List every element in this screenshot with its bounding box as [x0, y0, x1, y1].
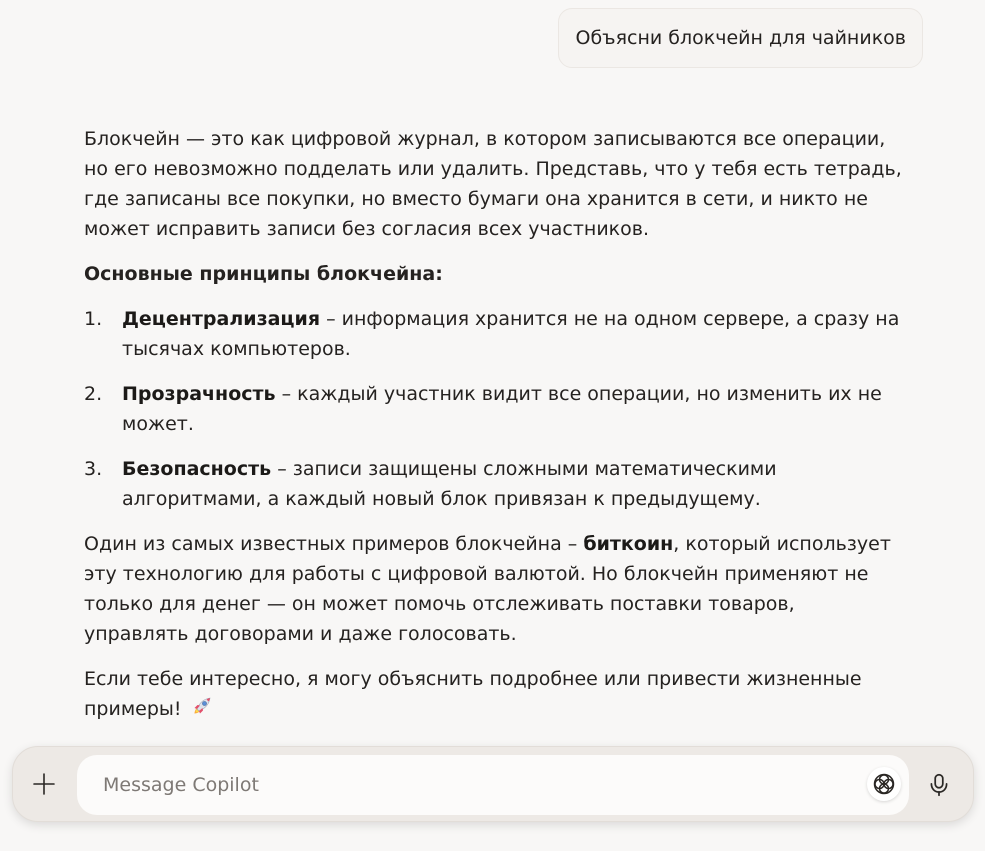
message-input[interactable]	[77, 755, 837, 815]
response-example	[84, 529, 904, 649]
assistant-response	[84, 124, 904, 739]
principle-term: Децентрализация	[122, 308, 321, 330]
principle-item	[84, 379, 904, 439]
closing-text: Если тебе интересно, я могу объяснить подробнее или привести жизненные примеры!	[84, 668, 862, 720]
message-input-container	[77, 755, 909, 815]
user-message-text: Объясни блокчейн для чайников	[575, 27, 906, 49]
principle-term: Безопасность	[122, 458, 272, 480]
principle-term: Прозрачность	[122, 383, 276, 405]
principle-item	[84, 454, 904, 514]
example-bold-term: биткоин	[583, 533, 674, 555]
think-deeper-button[interactable]	[867, 767, 901, 801]
think-deeper-icon	[872, 772, 896, 796]
principle-number: 2.	[84, 383, 103, 405]
message-composer	[12, 746, 974, 822]
add-attachment-button[interactable]	[27, 767, 61, 801]
principle-number: 1.	[84, 308, 103, 330]
response-closing	[84, 664, 904, 724]
principle-item	[84, 304, 904, 364]
microphone-icon	[926, 772, 952, 798]
response-heading: Основные принципы блокчейна:	[84, 263, 443, 285]
principles-list	[84, 304, 904, 514]
response-intro: Блокчейн — это как цифровой журнал, в котором записываются все операции, но его невозможно подделать или удалить. Представь, что у тебя есть тетрадь, где записаны все покупки, но вместо бумаги она хранится в сети, и никто не может исправить записи без согласия всех участников.	[84, 128, 902, 240]
plus-icon	[32, 772, 56, 796]
example-text-before: Один из самых известных примеров блокчейна –	[84, 533, 584, 555]
principle-text: – каждый участник видит все операции, но изменить их не может.	[122, 383, 882, 435]
voice-input-button[interactable]	[921, 767, 957, 803]
principle-text: – записи защищены сложными математическими алгоритмами, а каждый новый блок привязан к предыдущему.	[122, 458, 777, 510]
example-text-after: , который использует эту технологию для работы с цифровой валютой. Но блокчейн применяют не только для денег — он может помочь отслеживать поставки товаров, управлять договорами и даже голосовать.	[84, 533, 891, 645]
principle-number: 3.	[84, 458, 103, 480]
user-message-bubble	[558, 8, 923, 68]
rocket-icon	[190, 694, 214, 718]
principle-text: – информация хранится не на одном сервере, а сразу на тысячах компьютеров.	[122, 308, 900, 360]
